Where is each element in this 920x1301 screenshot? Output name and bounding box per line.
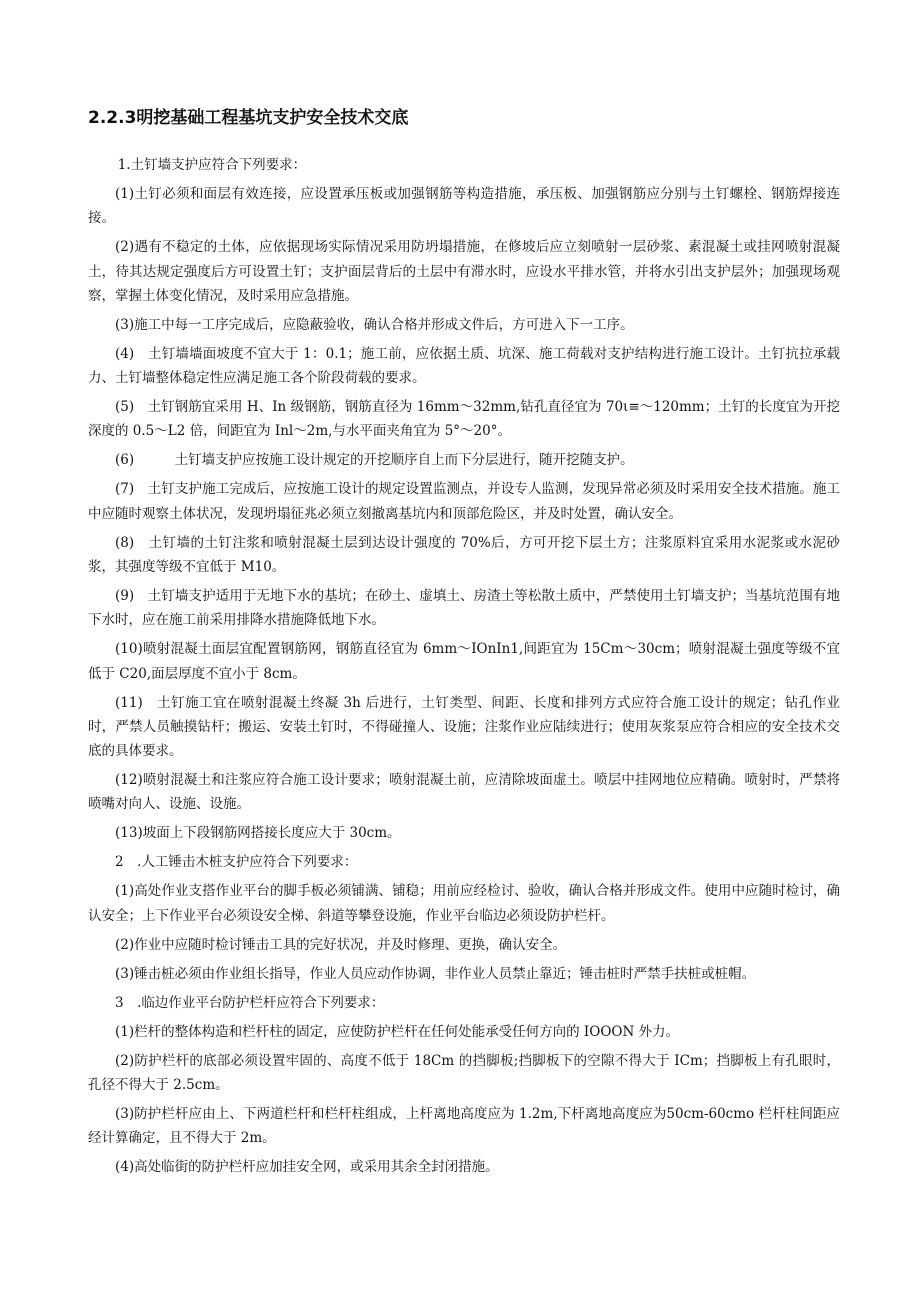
paragraph: (7) 土钉支护施工完成后，应按施工设计的规定设置监测点，并设专人监测，发现异常必须及时采用安全技术措施。施工中应随时观察土体状况，发现坍塌征兆必须立刻撤离基坑内和顶部危险区，并及时处置，确认安全。 (88, 481, 840, 522)
paragraph: (2)作业中应随时检讨锤击工具的完好状况，并及时修理、更换，确认安全。 (115, 936, 567, 953)
paragraph: 3 .临边作业平台防护栏杆应符合下列要求： (115, 994, 385, 1011)
paragraph: (10)喷射混凝土面层宜配置钢筋网，钢筋直径宜为 6mm～IOnIn1,间距宜为 15Cm～30cm；喷射混凝土强度等级不宜低于 C20,面层厚度不宜小于 8cm。 (88, 641, 840, 682)
paragraph: (4)高处临街的防护栏杆应加挂安全网，或采用其余全封闭措施。 (115, 1159, 499, 1176)
paragraph: (1)土钉必须和面层有效连接，应设置承压板或加强钢筋等构造措施，承压板、加强钢筋应分别与土钉螺栓、钢筋焊接连接。 (88, 185, 840, 227)
paragraph: (1)栏杆的整体构造和栏杆柱的固定，应使防护栏杆在任何处能承受任何方向的 IOOON 外力。 (115, 1023, 680, 1040)
paragraph: (5) 土钉钢筋宜采用 H、In 级钢筋，钢筋直径为 16mm～32mm,钻孔直径宜为 70ι≡～120mm；土钉的长度宜为开挖深度的 0.5～L2 倍，间距宜为 Inl～2m,与水平面夹角宜为 5°～20°。 (88, 399, 840, 440)
paragraph: (4) 土钉墙墙面坡度不宜大于 1：0.1；施工前，应依据土质、坑深、施工荷载对支护结构进行施工设计。土钉抗拉承载力、土钉墙整体稳定性应满足施工各个阶段荷载的要求。 (88, 345, 840, 387)
paragraph: (1)高处作业支搭作业平台的脚手板必须铺满、铺稳；用前应经检讨、验收，确认合格并形成文件。使用中应随时检讨，确认安全；上下作业平台必须设安全梯、斜道等攀登设施，作业平台临边必须设防护栏杆。 (88, 883, 840, 924)
document-body (88, 153, 840, 1184)
paragraph: (3)锤击桩必须由作业组长指导，作业人员应动作协调，非作业人员禁止靠近；锤击桩时严禁手扶桩或桩帽。 (115, 965, 756, 982)
paragraph: (2)遇有不稳定的土体，应依据现场实际情况采用防坍塌措施，在修坡后应立刻喷射一层砂浆、素混凝土或挂网喷射混凝土，待其达规定强度后方可设置土钉；支护面层背后的土层中有滞水时，应设水平排水管，并将水引出支护层外；加强现场观察，掌握土体变化情况，及时采用应急措施。 (88, 239, 840, 304)
section-heading: 2.2.3明挖基础工程基坑支护安全技术交底 (88, 108, 409, 128)
paragraph: (6) 土钉墙支护应按施工设计规定的开挖顺序自上而下分层进行，随开挖随支护。 (115, 452, 634, 469)
paragraph: (9) 土钉墙支护适用于无地下水的基坑；在砂土、虚填土、房渣土等松散土质中，严禁使用土钉墙支护；当基坑范围有地下水时，应在施工前采用排降水措施降低地下水。 (88, 587, 840, 629)
paragraph: (11) 土钉施工宜在喷射混凝土终凝 3h 后进行，土钉类型、间距、长度和排列方式应符合施工设计的规定；钻孔作业时，严禁人员触摸钻杆；搬运、安装土钉时，不得碰撞人、设施；注浆作业应陆续进行；使用灰浆泵应符合相应的安全技术交底的具体要求。 (88, 694, 840, 760)
paragraph: (12)喷射混凝土和注浆应符合施工设计要求；喷射混凝土前，应清除坡面虚土。喷层中挂网地位应精确。喷射时，严禁将喷嘴对向人、设施、设施。 (88, 772, 840, 813)
paragraph: (13)坡面上下段钢筋网搭接长度应大于 30cm。 (115, 825, 401, 842)
paragraph: (2)防护栏杆的底部必须设置牢固的、高度不低于 18Cm 的挡脚板;挡脚板下的空隙不得大于 ICm；挡脚板上有孔眼时，孔径不得大于 2.5cm。 (88, 1052, 840, 1093)
paragraph: (8) 土钉墙的土钉注浆和喷射混凝土层到达设计强度的 70%后，方可开挖下层土方；注浆原料宜采用水泥浆或水泥砂浆，其强度等级不宜低于 M10。 (88, 534, 840, 575)
paragraph: 2 .人工锤击木桩支护应符合下列要求： (115, 854, 358, 871)
paragraph: (3)防护栏杆应由上、下两道栏杆和栏杆柱组成，上杆离地高度应为 1.2m,下杆离地高度应为50cm-60cmo 栏杆柱间距应经计算确定，且不得大于 2m。 (88, 1105, 840, 1147)
paragraph: (3)施工中每一工序完成后，应隐蔽验收，确认合格并形成文件后，方可进入下一工序。 (115, 316, 634, 333)
paragraph: 1.土钉墙支护应符合下列要求： (117, 157, 307, 173)
